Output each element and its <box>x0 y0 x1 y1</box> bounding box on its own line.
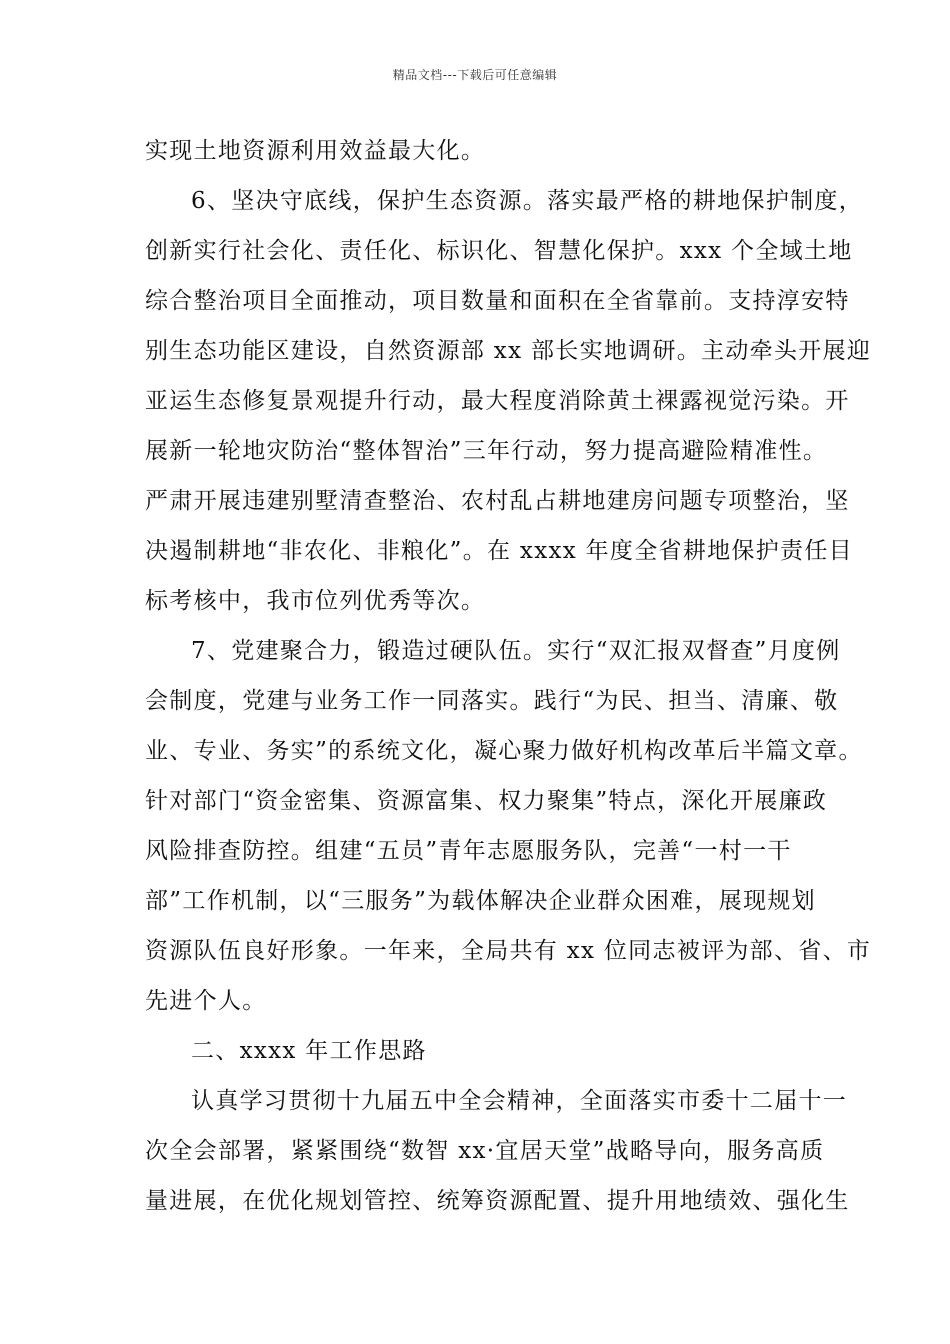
body-line: 别生态功能区建设，自然资源部 xx 部长实地调研。主动牵头开展迎 <box>145 338 872 364</box>
body-line: 针对部门“资金密集、资源富集、权力聚集”特点，深化开展廉政 <box>145 788 828 814</box>
body-line: 风险排查防控。组建“五员”青年志愿服务队，完善“一村一干 <box>145 838 792 864</box>
body-line: 严肃开展违建别墅清查整治、农村乱占耕地建房问题专项整治，坚 <box>145 488 850 514</box>
body-line: 创新实行社会化、责任化、标识化、智慧化保护。xxx 个全域土地 <box>145 238 853 264</box>
body-line: 会制度，党建与业务工作一同落实。践行“为民、担当、清廉、敬 <box>145 688 839 714</box>
body-line: 实现土地资源利用效益最大化。 <box>145 138 486 164</box>
body-line: 业、专业、务实”的系统文化，凝心聚力做好机构改革后半篇文章。 <box>145 738 863 764</box>
section-heading: 二、xxxx 年工作思路 <box>191 1038 427 1064</box>
body-line: 次全会部署，紧紧围绕“数智 xx·宜居天堂”战略导向，服务高质 <box>145 1138 825 1164</box>
body-line: 亚运生态修复景观提升行动，最大程度消除黄土裸露视觉污染。开 <box>145 388 850 414</box>
body-line: 决遏制耕地“非农化、非粮化”。在 xxxx 年度全省耕地保护责任目 <box>145 538 853 564</box>
body-line: 展新一轮地灾防治“整体智治”三年行动，努力提高避险精准性。 <box>145 438 828 464</box>
page-header: 精品文档---下载后可任意编辑 <box>392 68 558 82</box>
document-body <box>145 126 872 1226</box>
body-line: 部”工作机制，以“三服务”为载体解决企业群众困难，展现规划 <box>145 888 816 914</box>
body-line: 7、党建聚合力，锻造过硬队伍。实行“双汇报双督查”月度例 <box>191 638 841 664</box>
body-line: 资源队伍良好形象。一年来，全局共有 xx 位同志被评为部、省、市 <box>145 938 872 964</box>
body-line: 综合整治项目全面推动，项目数量和面积在全省靠前。支持淳安特 <box>145 288 850 314</box>
body-line: 先进个人。 <box>145 988 267 1014</box>
body-line: 认真学习贯彻十九届五中全会精神，全面落实市委十二届十一 <box>191 1088 848 1114</box>
body-line: 标考核中，我市位列优秀等次。 <box>145 588 486 614</box>
body-line: 6、坚决守底线，保护生态资源。落实最严格的耕地保护制度， <box>191 188 864 214</box>
body-line: 量进展，在优化规划管控、统筹资源配置、提升用地绩效、强化生 <box>145 1188 850 1214</box>
